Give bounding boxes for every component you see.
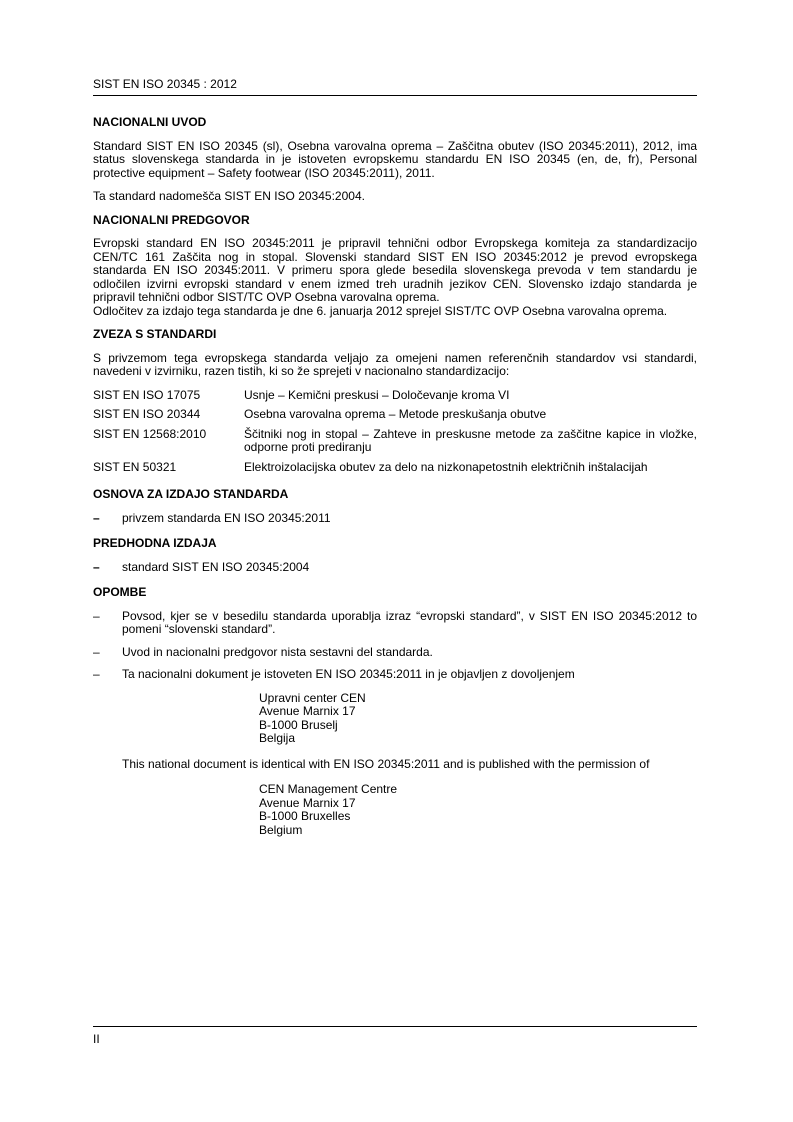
address-line: B-1000 Bruxelles	[259, 809, 351, 823]
address-line: CEN Management Centre	[259, 782, 398, 796]
section-title-uvod: NACIONALNI UVOD	[93, 115, 207, 129]
list-item	[93, 561, 697, 575]
dash-bullet: –	[93, 667, 100, 681]
address-line: Belgija	[259, 731, 296, 745]
standard-code: SIST EN 50321	[93, 459, 177, 474]
page-footer: II	[93, 1026, 697, 1047]
dash-bullet: –	[93, 608, 100, 623]
address-cen-sl	[259, 692, 697, 746]
section-title-opombe: OPOMBE	[93, 585, 147, 599]
standard-code: SIST EN ISO 17075	[93, 387, 201, 402]
standard-row	[93, 428, 697, 455]
dash-bullet: –	[93, 644, 100, 659]
uvod-paragraph-1: Standard SIST EN ISO 20345 (sl), Osebna varovalna oprema – Zaščitna obutev (ISO 20345:2011), 2012, ima status slovenskega standarda in je istoveten evropskemu standardu EN ISO 20345 (en, de, fr), Personal protective equipment – Safety footwear (ISO 20345:2011), 2011.	[93, 138, 697, 180]
address-cen-en	[259, 783, 697, 837]
osnova-list	[93, 512, 697, 526]
note-english: This national document is identical with EN ISO 20345:2011 and is published with the permission of	[122, 756, 650, 771]
list-item	[93, 610, 697, 637]
document-body	[93, 116, 697, 849]
list-item	[93, 646, 697, 660]
list-item-text: standard SIST EN ISO 20345:2004	[122, 559, 310, 574]
list-item	[93, 668, 697, 682]
zveza-intro: S privzemom tega evropskega standarda veljajo za omejeni namen referenčnih standardov vsi standardi, navedeni v izvirniku, razen tistih, ki so že sprejeti v nacionalno standardizacijo:	[93, 350, 697, 378]
predhodna-list	[93, 561, 697, 575]
address-line: Belgium	[259, 822, 303, 837]
standard-title: Osebna varovalna oprema – Metode preskušanja obutve	[244, 407, 547, 421]
uvod-paragraph-2: Ta standard nadomešča SIST EN ISO 20345:2004.	[93, 189, 365, 203]
list-item-text: Uvod in nacionalni predgovor nista sestavni del standarda.	[122, 644, 433, 659]
section-title-zveza: ZVEZA S STANDARDI	[93, 327, 217, 341]
standard-row	[93, 389, 697, 403]
standard-row	[93, 408, 697, 422]
standard-title: Elektroizolacijska obutev za delo na nizkonapetostnih električnih inštalacijah	[244, 459, 648, 474]
opombe-list	[93, 610, 697, 682]
predgovor-paragraph-2: Odločitev za izdajo tega standarda je dne 6. januarja 2012 sprejel SIST/TC OVP Osebna varovalna oprema.	[93, 303, 668, 318]
standard-row	[93, 461, 697, 475]
standard-code: SIST EN ISO 20344	[93, 407, 201, 421]
standard-code: SIST EN 12568:2010	[93, 426, 207, 441]
section-title-predhodna: PREDHODNA IZDAJA	[93, 536, 217, 550]
dash-bullet: –	[93, 559, 100, 574]
section-title-predgovor: NACIONALNI PREDGOVOR	[93, 212, 250, 227]
standards-list	[93, 389, 697, 475]
list-item-text: privzem standarda EN ISO 20345:2011	[122, 510, 331, 525]
address-line: Avenue Marnix 17	[259, 795, 356, 810]
address-line: B-1000 Bruselj	[259, 717, 338, 732]
standard-title: Usnje – Kemični preskusi – Določevanje kroma VI	[244, 387, 510, 402]
list-item-text: Ta nacionalni dokument je istoveten EN ISO 20345:2011 in je objavljen z dovoljenjem	[122, 667, 575, 681]
section-title-osnova: OSNOVA ZA IZDAJO STANDARDA	[93, 487, 289, 501]
predgovor-paragraph-1: Evropski standard EN ISO 20345:2011 je pripravil tehnični odbor Evropskega komiteja za standardizacijo CEN/TC 161 Zaščita nog in stopal. Slovenski standard SIST EN ISO 20345:2012 je prevod evropskega standarda EN ISO 20345:2011. V primeru spora glede besedila slovenskega prevoda v tem standardu je odločilen izvirni evropski standard v enem izmed treh uradnih jezikov CEN. Slovensko izdajo standarda je pripravil tehnični odbor SIST/TC OVP Osebna varovalna oprema.	[93, 236, 697, 304]
address-line: Avenue Marnix 17	[259, 704, 356, 718]
dash-bullet: –	[93, 510, 100, 525]
list-item-text: Povsod, kjer se v besedilu standarda uporablja izraz “evropski standard”, v SIST EN ISO 20345:2012 to pomeni “slovenski standard”.	[122, 608, 697, 636]
standard-title: Ščitniki nog in stopal – Zahteve in preskusne metode za zaščitne kapice in vložke, odporne proti prediranju	[244, 426, 697, 454]
address-line: Upravni center CEN	[259, 690, 366, 705]
list-item	[93, 512, 697, 526]
page-header: SIST EN ISO 20345 : 2012	[93, 78, 697, 96]
